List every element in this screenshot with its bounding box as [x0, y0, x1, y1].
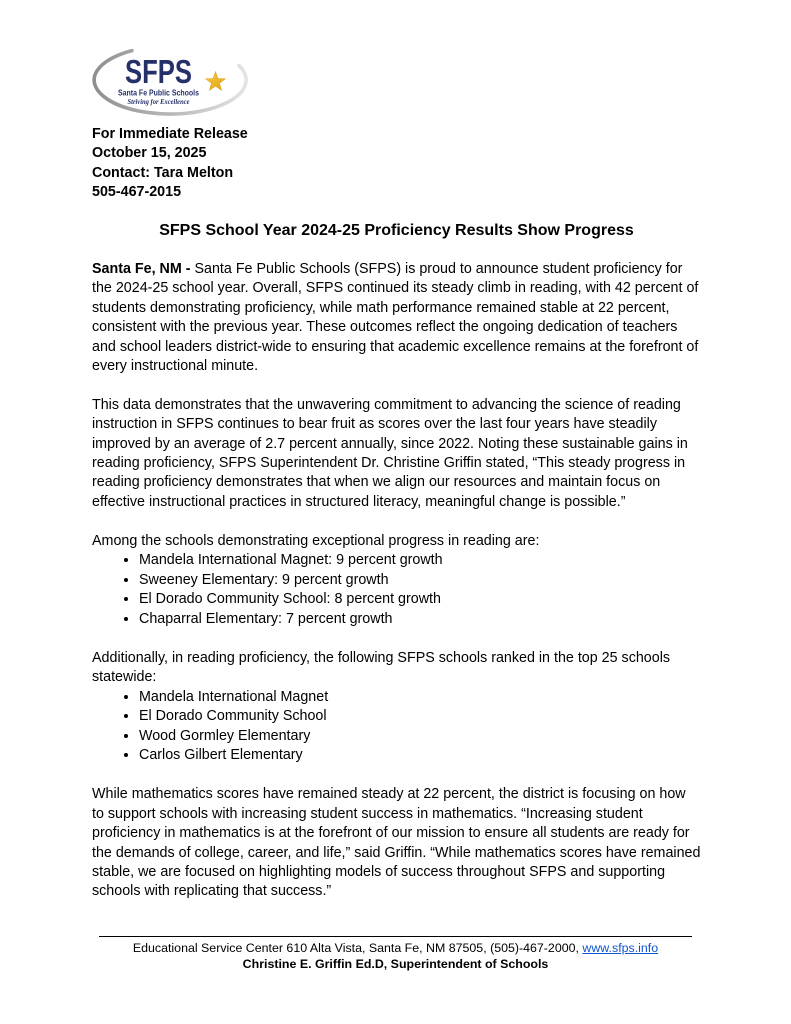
list1-intro: Among the schools demonstrating exceptional progress in reading are:: [92, 532, 540, 549]
list-item: • Wood Gormley Elementary: [139, 727, 701, 747]
reading-growth-list: [92, 551, 701, 629]
release-phone: 505-467-2015: [92, 184, 182, 201]
page-footer: [0, 936, 791, 972]
sfps-website-link[interactable]: www.sfps.info: [582, 941, 659, 955]
list-item: • Mandela International Magnet: 9 percent growth: [139, 551, 701, 571]
dateline: Santa Fe, NM -: [92, 261, 195, 278]
release-status: For Immediate Release: [92, 126, 248, 142]
list-item: • Sweeney Elementary: 9 percent growth: [139, 571, 701, 591]
list-item: • El Dorado Community School: 8 percent growth: [139, 590, 701, 610]
list-item: • Mandela International Magnet: [139, 688, 701, 708]
list-item: • Carlos Gilbert Elementary: [139, 746, 701, 766]
paragraph-announcement: [92, 260, 701, 376]
footer-signature: Christine E. Griffin Ed.D, Superintendent of Schools: [242, 956, 549, 971]
release-header: [92, 125, 701, 203]
release-contact: Contact: Tara Melton: [92, 164, 234, 181]
logo-tagline: Striving for Excellence: [127, 97, 191, 106]
page-title: SFPS School Year 2024-25 Proficiency Results Show Progress: [159, 221, 634, 239]
logo-acronym: SFPS: [125, 53, 192, 90]
list-item: • Chaparral Elementary: 7 percent growth: [139, 610, 701, 630]
release-date: October 15, 2025: [92, 145, 207, 162]
document-body: [92, 0, 701, 902]
footer-address: Educational Service Center 610 Alta Vista, Santa Fe, NM 87505, (505)-467-2000,: [132, 941, 583, 955]
logo-org-name: Santa Fe Public Schools: [118, 87, 200, 98]
list-item: • El Dorado Community School: [139, 707, 701, 727]
top-25-schools-list: [92, 688, 701, 766]
paragraph-mathematics: While mathematics scores have remained steady at 22 percent, the district is focusing on how to support schools with increasing student success in mathematics. “Increasing student proficiency in mathematics is at the forefront of our mission to ensure all students are ready for the demands of college, career, and life,” said Griffin. “While mathematics scores have remained stable, we are focused on highlighting models of success throughout SFPS and supporting schools with replicating that success.”: [92, 786, 701, 900]
list2-intro: Additionally, in reading proficiency, the following SFPS schools ranked in the top 25 schools statewide:: [92, 649, 671, 686]
paragraph-announcement-text: Santa Fe Public Schools (SFPS) is proud to announce student proficiency for the 2024-25 school year. Overall, SFPS continued its steady climb in reading, with 42 percent of students demonstrating proficiency, while math performance remained stable at 22 percent, consistent with the previous year. These outcomes reflect the ongoing dedication of teachers and school leaders district-wide to ensuring that academic excellence remains at the forefront of every instructional minute.: [92, 261, 699, 375]
paragraph-reading-progress: This data demonstrates that the unwavering commitment to advancing the science of reading instruction in SFPS continues to bear fruit as scores over the last four years have steadily improved by an average of 2.7 percent annually, since 2022. Noting these sustainable gains in reading proficiency, SFPS Superintendent Dr. Christine Griffin stated, “This steady progress in reading proficiency demonstrates that when we align our resources and maintain focus on effective instructional practices in structured literacy, meaningful change is possible.”: [92, 396, 688, 510]
footer-divider: [99, 936, 692, 937]
footer-address-line: [0, 941, 791, 957]
